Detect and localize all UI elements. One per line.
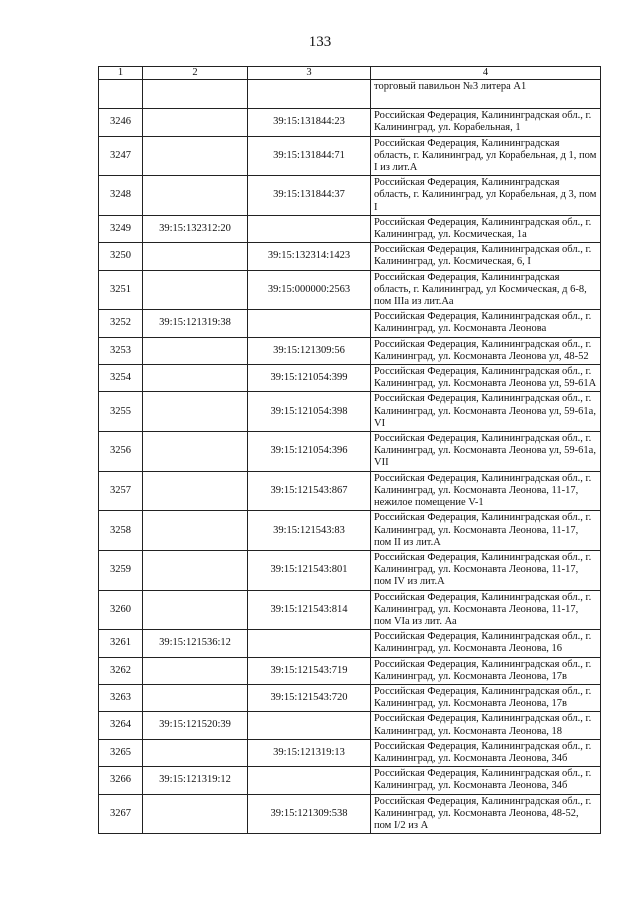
land-cadastral-number-cell (143, 243, 248, 270)
building-cadastral-number-cell: 39:15:131844:37 (248, 176, 371, 216)
building-cadastral-number-cell (248, 310, 371, 337)
land-cadastral-number-cell (143, 550, 248, 590)
row-number-cell: 3265 (99, 739, 143, 766)
column-header: 3 (248, 67, 371, 80)
land-cadastral-number-cell: 39:15:121319:38 (143, 310, 248, 337)
row-number-cell: 3257 (99, 471, 143, 511)
building-cadastral-number-cell (248, 215, 371, 242)
table-header-row (99, 67, 601, 80)
building-cadastral-number-cell: 39:15:121054:399 (248, 365, 371, 392)
row-number-cell: 3252 (99, 310, 143, 337)
table-row (99, 310, 601, 337)
building-cadastral-number-cell: 39:15:000000:2563 (248, 270, 371, 310)
table-row (99, 739, 601, 766)
table-body (99, 80, 601, 834)
row-number-cell: 3263 (99, 684, 143, 711)
address-cell: Российская Федерация, Калининградская обл., г. Калининград, ул. Космонавта Леонова ул, 48-52 (371, 337, 601, 364)
row-number-cell: 3261 (99, 630, 143, 657)
building-cadastral-number-cell: 39:15:121054:398 (248, 392, 371, 432)
land-cadastral-number-cell (143, 432, 248, 472)
address-cell: Российская Федерация, Калининградская обл., г. Калининград, ул. Космонавта Леонова, 18 (371, 712, 601, 739)
row-number-cell: 3266 (99, 767, 143, 794)
table-row (99, 657, 601, 684)
table-row (99, 215, 601, 242)
land-cadastral-number-cell (143, 590, 248, 630)
building-cadastral-number-cell: 39:15:132314:1423 (248, 243, 371, 270)
land-cadastral-number-cell: 39:15:121319:12 (143, 767, 248, 794)
table-row (99, 767, 601, 794)
table-row (99, 392, 601, 432)
land-cadastral-number-cell (143, 337, 248, 364)
land-cadastral-number-cell (143, 684, 248, 711)
table-row (99, 432, 601, 472)
table-row (99, 684, 601, 711)
land-cadastral-number-cell: 39:15:121520:39 (143, 712, 248, 739)
land-cadastral-number-cell (143, 176, 248, 216)
table-row (99, 511, 601, 551)
land-cadastral-number-cell (143, 109, 248, 136)
table-row (99, 176, 601, 216)
row-number-cell: 3267 (99, 794, 143, 834)
row-number-cell: 3246 (99, 109, 143, 136)
row-number-cell: 3255 (99, 392, 143, 432)
building-cadastral-number-cell: 39:15:121543:801 (248, 550, 371, 590)
row-number-cell: 3258 (99, 511, 143, 551)
table-row (99, 630, 601, 657)
address-cell: Российская Федерация, Калининградская обл., г. Калининград, ул. Корабельная, 1 (371, 109, 601, 136)
row-number-cell: 3264 (99, 712, 143, 739)
row-number-cell: 3247 (99, 136, 143, 176)
land-cadastral-number-cell (143, 657, 248, 684)
land-cadastral-number-cell (143, 365, 248, 392)
address-cell: Российская Федерация, Калининградская обл., г. Калининград, ул. Космонавта Леонова, 16 (371, 630, 601, 657)
row-number-cell (99, 80, 143, 109)
address-cell: Российская Федерация, Калининградская обл., г. Калининград, ул. Космонавта Леонова, 17в (371, 684, 601, 711)
address-cell: Российская Федерация, Калининградская обл., г. Калининград, ул. Космонавта Леонова, 48-52, пом I/2 из А (371, 794, 601, 834)
address-cell: Российская Федерация, Калининградская область, г. Калининград, ул Космическая, д 6-8, пом IIIа из лит.Аа (371, 270, 601, 310)
building-cadastral-number-cell: 39:15:121309:56 (248, 337, 371, 364)
table-row (99, 80, 601, 109)
building-cadastral-number-cell: 39:15:121543:720 (248, 684, 371, 711)
table-row (99, 243, 601, 270)
table-row (99, 590, 601, 630)
address-cell: Российская Федерация, Калининградская область, г. Калининград, ул Корабельная, д 1, пом I из лит.А (371, 136, 601, 176)
land-cadastral-number-cell (143, 794, 248, 834)
row-number-cell: 3256 (99, 432, 143, 472)
address-cell: Российская Федерация, Калининградская обл., г. Калининград, ул. Космонавта Леонова, 11-17, пом VIа из лит. Аа (371, 590, 601, 630)
building-cadastral-number-cell (248, 767, 371, 794)
land-cadastral-number-cell (143, 136, 248, 176)
row-number-cell: 3249 (99, 215, 143, 242)
address-cell: Российская Федерация, Калининградская обл., г. Калининград, ул. Космическая, 1а (371, 215, 601, 242)
address-cell: Российская Федерация, Калининградская обл., г. Калининград, ул. Космическая, 6, I (371, 243, 601, 270)
address-cell: Российская Федерация, Калининградская обл., г. Калининград, ул. Космонавта Леонова, 17в (371, 657, 601, 684)
building-cadastral-number-cell: 39:15:121543:719 (248, 657, 371, 684)
table-row (99, 712, 601, 739)
table-row (99, 136, 601, 176)
address-cell: Российская Федерация, Калининградская обл., г. Калининград, ул. Космонавта Леонова, 11-17, пом II из лит.А (371, 511, 601, 551)
land-cadastral-number-cell: 39:15:121536:12 (143, 630, 248, 657)
land-cadastral-number-cell (143, 511, 248, 551)
page-number: 133 (308, 34, 332, 50)
table-row (99, 365, 601, 392)
building-cadastral-number-cell (248, 630, 371, 657)
building-cadastral-number-cell: 39:15:131844:71 (248, 136, 371, 176)
building-cadastral-number-cell: 39:15:121543:814 (248, 590, 371, 630)
building-cadastral-number-cell: 39:15:121309:538 (248, 794, 371, 834)
address-cell: Российская Федерация, Калининградская обл., г. Калининград, ул. Космонавта Леонова ул, 59-61а, VII (371, 432, 601, 472)
address-cell: Российская Федерация, Калининградская обл., г. Калининград, ул. Космонавта Леонова, 34б (371, 767, 601, 794)
building-cadastral-number-cell: 39:15:121543:83 (248, 511, 371, 551)
row-number-cell: 3262 (99, 657, 143, 684)
building-cadastral-number-cell (248, 80, 371, 109)
column-header: 1 (99, 67, 143, 80)
land-cadastral-number-cell (143, 270, 248, 310)
table-row (99, 471, 601, 511)
address-cell: Российская Федерация, Калининградская обл., г. Калининград, ул. Космонавта Леонова, 11-17, нежилое помещение V-1 (371, 471, 601, 511)
land-cadastral-number-cell (143, 471, 248, 511)
column-header: 4 (371, 67, 601, 80)
address-cell: торговый павильон №3 литера А1 (371, 80, 601, 109)
building-cadastral-number-cell: 39:15:121054:396 (248, 432, 371, 472)
table-row (99, 550, 601, 590)
address-cell: Российская Федерация, Калининградская обл., г. Калининград, ул. Космонавта Леонова ул, 59-61а, VI (371, 392, 601, 432)
table-row (99, 270, 601, 310)
land-cadastral-number-cell (143, 80, 248, 109)
row-number-cell: 3251 (99, 270, 143, 310)
table-row (99, 109, 601, 136)
table-row (99, 794, 601, 834)
building-cadastral-number-cell: 39:15:131844:23 (248, 109, 371, 136)
land-cadastral-number-cell (143, 392, 248, 432)
registry-table (98, 66, 601, 834)
row-number-cell: 3250 (99, 243, 143, 270)
address-cell: Российская Федерация, Калининградская обл., г. Калининград, ул. Космонавта Леонова, 11-17, пом IV из лит.А (371, 550, 601, 590)
building-cadastral-number-cell (248, 712, 371, 739)
row-number-cell: 3253 (99, 337, 143, 364)
row-number-cell: 3254 (99, 365, 143, 392)
land-cadastral-number-cell (143, 739, 248, 766)
building-cadastral-number-cell: 39:15:121543:867 (248, 471, 371, 511)
address-cell: Российская Федерация, Калининградская обл., г. Калининград, ул. Космонавта Леонова (371, 310, 601, 337)
row-number-cell: 3248 (99, 176, 143, 216)
address-cell: Российская Федерация, Калининградская обл., г. Калининград, ул. Космонавта Леонова, 34б (371, 739, 601, 766)
address-cell: Российская Федерация, Калининградская область, г. Калининград, ул Корабельная, д 3, пом I (371, 176, 601, 216)
column-header: 2 (143, 67, 248, 80)
address-cell: Российская Федерация, Калининградская обл., г. Калининград, ул. Космонавта Леонова ул, 59-61А (371, 365, 601, 392)
table-row (99, 337, 601, 364)
row-number-cell: 3259 (99, 550, 143, 590)
row-number-cell: 3260 (99, 590, 143, 630)
building-cadastral-number-cell: 39:15:121319:13 (248, 739, 371, 766)
land-cadastral-number-cell: 39:15:132312:20 (143, 215, 248, 242)
